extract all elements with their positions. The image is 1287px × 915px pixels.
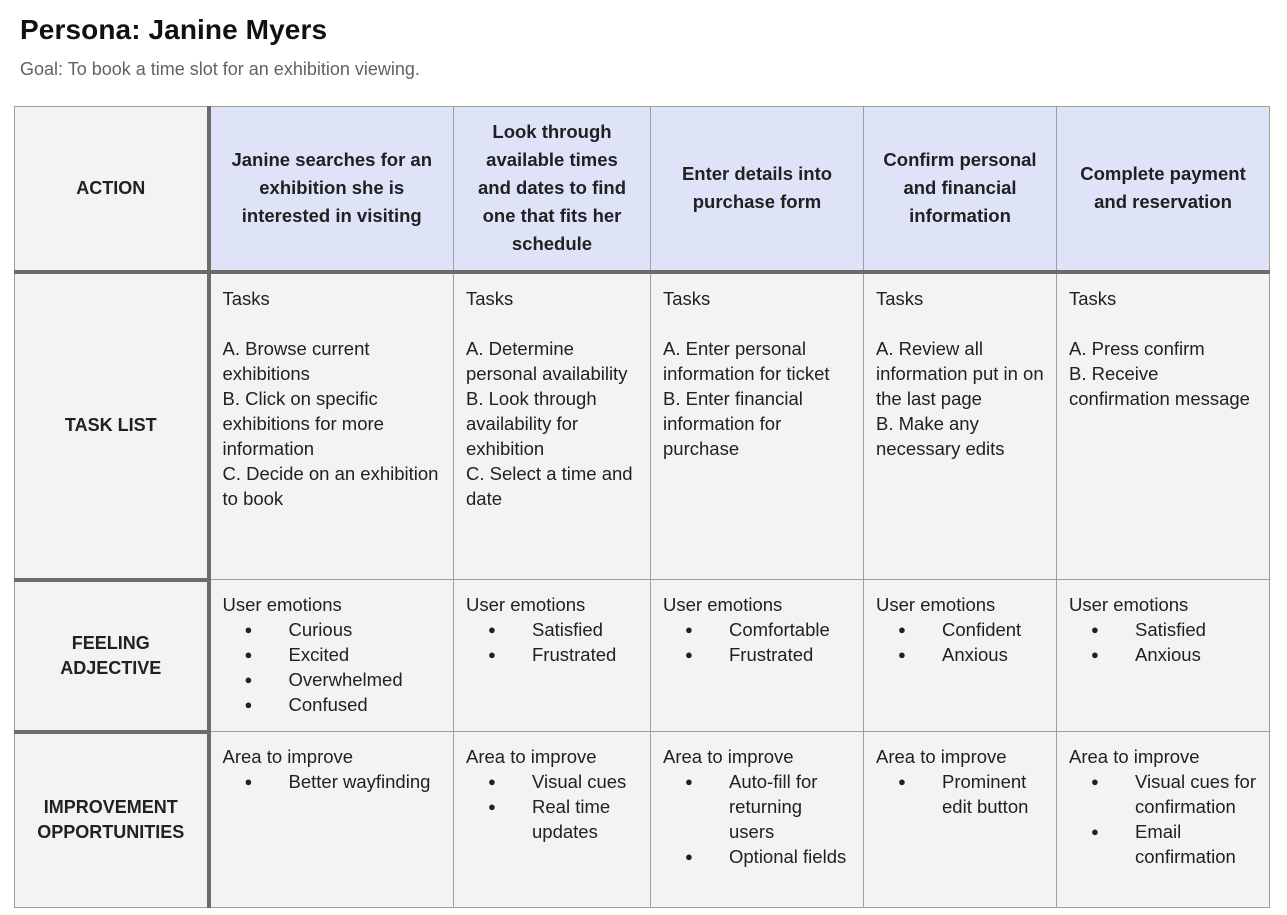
stage-action: Janine searches for an exhibition she is interested in visiting xyxy=(209,107,454,272)
improvement-item: ● Prominent edit button xyxy=(876,769,1044,819)
task-cell xyxy=(864,272,1057,580)
improvement-item: ● Visual cues for confirmation xyxy=(1069,769,1257,819)
improvement-item: ● Auto-fill for returning users xyxy=(663,769,851,844)
row-label-improvement-opportunities: IMPROVEMENT OPPORTUNITIES xyxy=(15,732,209,908)
row-label-action: ACTION xyxy=(15,107,209,272)
task-cell xyxy=(209,272,454,580)
emotion-item: ● Curious xyxy=(223,617,442,642)
spacer xyxy=(466,311,638,336)
emotion-item: ● Confident xyxy=(876,617,1044,642)
emotion-item: ● Comfortable xyxy=(663,617,851,642)
improvement-item: ● Real time updates xyxy=(466,794,638,844)
emotion-item: ● Overwhelmed xyxy=(223,667,442,692)
task-item: B. Click on specific exhibitions for more information xyxy=(222,387,384,459)
task-item: B. Look through availability for exhibition xyxy=(466,387,597,459)
tasks-heading: Tasks xyxy=(876,287,924,309)
improvement-cell xyxy=(209,732,454,908)
emotion-list xyxy=(876,617,1044,667)
emotion-cell xyxy=(864,580,1057,732)
task-item: B. Enter financial information for purchase xyxy=(663,387,803,459)
improvement-item: ● Optional fields xyxy=(663,844,851,869)
task-cell xyxy=(1057,272,1270,580)
stage-action: Look through available times and dates to find one that fits her schedule xyxy=(454,107,651,272)
task-item: A. Determine personal availability xyxy=(466,337,628,384)
improve-heading: Area to improve xyxy=(1069,746,1200,767)
emotion-item: ● Anxious xyxy=(876,642,1044,667)
improvement-list xyxy=(466,769,638,844)
persona-title: Persona: Janine Myers xyxy=(20,14,328,45)
persona-goal: Goal: To book a time slot for an exhibition viewing. xyxy=(20,59,420,79)
task-list-row xyxy=(15,272,1270,580)
emotions-heading: User emotions xyxy=(222,594,342,615)
emotion-item: ● Confused xyxy=(223,692,442,717)
emotion-cell xyxy=(651,580,864,732)
emotion-cell xyxy=(209,580,454,732)
emotion-item: ● Frustrated xyxy=(663,642,851,667)
stage-action: Enter details into purchase form xyxy=(651,107,864,272)
spacer xyxy=(663,311,851,336)
user-journey-map xyxy=(14,106,1270,908)
improvement-list xyxy=(876,769,1044,819)
feeling-row xyxy=(15,580,1270,732)
improvement-cell xyxy=(454,732,651,908)
improvement-cell xyxy=(1057,732,1270,908)
emotions-heading: User emotions xyxy=(466,594,586,615)
emotion-list xyxy=(663,617,851,667)
action-row xyxy=(15,107,1270,272)
task-item: B. Make any necessary edits xyxy=(876,412,1005,459)
spacer xyxy=(876,311,1044,336)
improve-heading: Area to improve xyxy=(222,746,354,767)
tasks-heading: Tasks xyxy=(222,287,270,309)
emotion-item: ● Satisfied xyxy=(466,617,638,642)
emotion-item: ● Anxious xyxy=(1069,642,1257,667)
task-item: A. Press confirm xyxy=(1069,337,1205,359)
improvement-list xyxy=(223,769,442,794)
task-cell xyxy=(651,272,864,580)
improvement-item: ● Email confirmation xyxy=(1069,819,1257,869)
improve-heading: Area to improve xyxy=(876,746,1007,767)
improvement-cell xyxy=(651,732,864,908)
row-label-feeling-adjective: FEELING ADJECTIVE xyxy=(15,580,209,732)
emotions-heading: User emotions xyxy=(1069,594,1189,615)
stage-action: Confirm personal and financial information xyxy=(864,107,1057,272)
task-item: C. Decide on an exhibition to book xyxy=(222,462,439,509)
task-item: A. Browse current exhibitions xyxy=(222,337,370,384)
row-label-task-list: TASK LIST xyxy=(15,272,209,580)
emotion-list xyxy=(466,617,638,667)
emotion-item: ● Excited xyxy=(223,642,442,667)
emotions-heading: User emotions xyxy=(663,594,783,615)
emotion-cell xyxy=(1057,580,1270,732)
emotion-item: ● Frustrated xyxy=(466,642,638,667)
task-item: A. Enter personal information for ticket xyxy=(663,337,830,384)
emotion-list xyxy=(1069,617,1257,667)
stage-action: Complete payment and reservation xyxy=(1057,107,1270,272)
improvement-row xyxy=(15,732,1270,908)
emotion-list xyxy=(223,617,442,717)
spacer xyxy=(223,311,442,336)
emotion-cell xyxy=(454,580,651,732)
tasks-heading: Tasks xyxy=(466,287,514,309)
spacer xyxy=(1069,311,1257,336)
improvement-list xyxy=(663,769,851,869)
emotions-heading: User emotions xyxy=(876,594,996,615)
improvement-item: ● Visual cues xyxy=(466,769,638,794)
improve-heading: Area to improve xyxy=(466,746,597,767)
improvement-item: ● Better wayfinding xyxy=(223,769,442,794)
improvement-list xyxy=(1069,769,1257,869)
task-item: A. Review all information put in on the last page xyxy=(876,337,1044,409)
task-item: C. Select a time and date xyxy=(466,462,633,509)
tasks-heading: Tasks xyxy=(1069,287,1117,309)
task-cell xyxy=(454,272,651,580)
improve-heading: Area to improve xyxy=(663,746,794,767)
task-item: B. Receive confirmation message xyxy=(1069,362,1250,409)
improvement-cell xyxy=(864,732,1057,908)
emotion-item: ● Satisfied xyxy=(1069,617,1257,642)
tasks-heading: Tasks xyxy=(663,287,711,309)
